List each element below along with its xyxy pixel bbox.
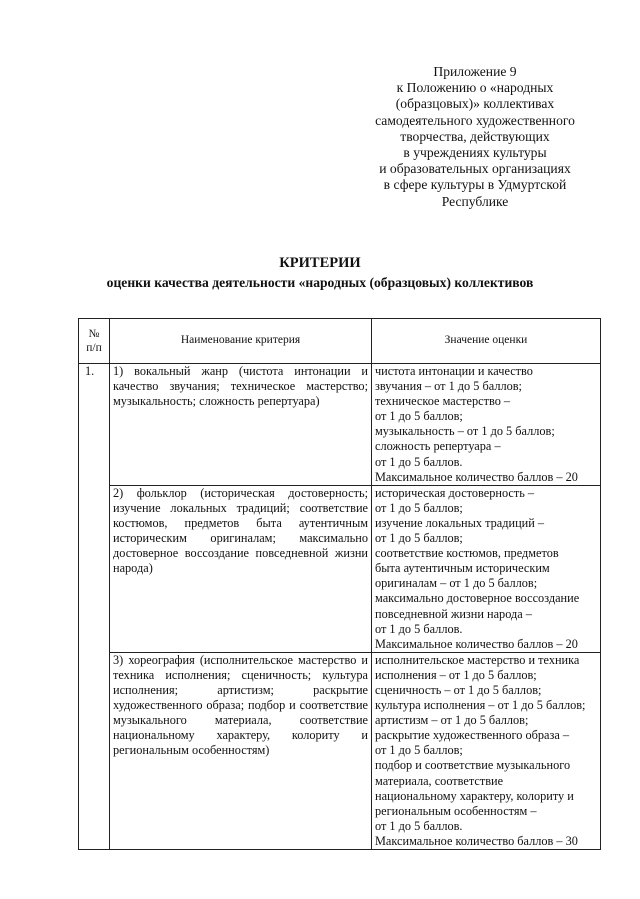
table-row [79, 364, 601, 486]
score-line: от 1 до 5 баллов; [375, 743, 463, 758]
score-line: от 1 до 5 баллов. [375, 818, 463, 833]
score-line: материала, соответствие [375, 773, 504, 788]
header-number-line1: № [88, 328, 100, 340]
score-line: от 1 до 5 баллов; [375, 500, 463, 515]
appendix-line: в учреждениях культуры [403, 145, 547, 161]
score-line: от 1 до 5 баллов; [375, 531, 463, 546]
score-line: изучение локальных традиций – [375, 515, 545, 530]
criterion-cell: 1) вокальный жанр (чистота интонации и качество звучания; техническое мастерство; музыкальность; сложность репертуара) [110, 364, 372, 486]
table-row [79, 485, 601, 652]
score-line: Максимальное количество баллов – 20 [375, 469, 578, 484]
score-line: культура исполнения – от 1 до 5 баллов; [375, 698, 586, 713]
score-line: региональным особенностям – [375, 803, 537, 818]
score-line: быта аутентичным историческим [375, 561, 550, 576]
header-score-value: Значение оценки [372, 319, 601, 364]
score-line: музыкальность – от 1 до 5 баллов; [375, 424, 555, 439]
score-line: историческая достоверность – [375, 485, 535, 500]
score-cell [372, 485, 601, 652]
appendix-line: Приложение 9 [433, 64, 517, 79]
appendix-line: в сфере культуры в Удмуртской [383, 177, 567, 193]
score-line: от 1 до 5 баллов; [375, 409, 463, 424]
score-line: от 1 до 5 баллов. [375, 454, 463, 469]
score-line: от 1 до 5 баллов. [375, 621, 463, 636]
score-line: чистота интонации и качество [375, 364, 533, 378]
appendix-header [355, 64, 595, 210]
score-line: артистизм – от 1 до 5 баллов; [375, 713, 529, 728]
score-line: исполнительское мастерство и техника [375, 652, 580, 667]
score-line: подбор и соответствие музыкального [375, 758, 571, 773]
header-number-line2: п/п [86, 342, 102, 354]
score-line: соответствие костюмов, предметов [375, 546, 559, 561]
document-title: КРИТЕРИИ [279, 255, 361, 271]
score-cell [372, 652, 601, 849]
score-line: техническое мастерство – [375, 394, 511, 409]
score-cell [372, 364, 601, 486]
score-line: оригиналам – от 1 до 5 баллов; [375, 576, 538, 591]
score-line: максимально достоверное воссоздание [375, 591, 580, 606]
score-line: национальному характеру, колориту и [375, 788, 574, 803]
table-row [79, 652, 601, 849]
appendix-line: Республике [441, 193, 509, 209]
criterion-cell: 3) хореография (исполнительское мастерство и техника исполнения; сценичность; культура исполнения; артистизм; раскрытие художественного образа; подбор и соответствие музыкального материала, соответствие национальному характеру, колориту и региональным особенностям) [110, 652, 372, 849]
score-line: повседневной жизни народа – [375, 606, 532, 621]
score-line: звучания – от 1 до 5 баллов; [375, 379, 522, 394]
score-line: исполнения – от 1 до 5 баллов; [375, 667, 537, 682]
score-line: сложность репертуара – [375, 439, 501, 454]
appendix-line: творчества, действующих [400, 128, 550, 144]
score-line: Максимальное количество баллов – 30 [375, 833, 578, 848]
header-number [79, 319, 110, 364]
row-number: 1. [79, 364, 110, 850]
document-subtitle: оценки качества деятельности «народных (образцовых) коллективов [106, 275, 534, 290]
appendix-line: самодеятельного художественного [375, 112, 575, 128]
score-line: Максимальное количество баллов – 20 [375, 636, 578, 651]
appendix-line: к Положению о «народных [396, 80, 554, 96]
criteria-table [78, 318, 601, 850]
criterion-cell: 2) фольклор (историческая достоверность; изучение локальных традиций; соответствие костюмов, предметов быта аутентичным историческим оригиналам; максимально достоверное воссоздание повседневной жизни народа) [110, 485, 372, 652]
header-criterion-name: Наименование критерия [110, 319, 372, 364]
appendix-line: и образовательных организациях [379, 161, 571, 177]
score-line: раскрытие художественного образа – [375, 728, 570, 743]
score-line: сценичность – от 1 до 5 баллов; [375, 682, 542, 697]
appendix-line: (образцовых)» коллективах [395, 96, 555, 112]
table-header-row [79, 319, 601, 364]
